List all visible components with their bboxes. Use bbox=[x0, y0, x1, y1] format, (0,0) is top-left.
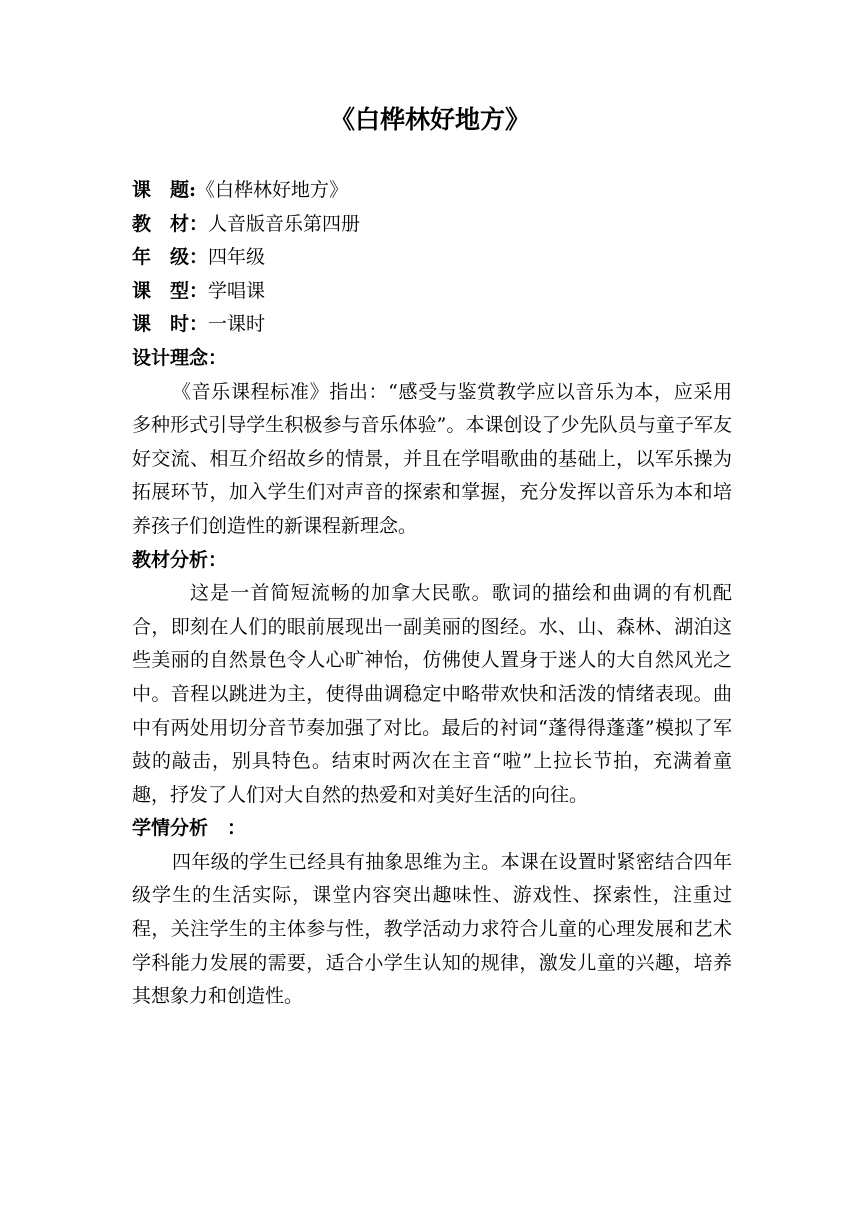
meta-material bbox=[132, 208, 732, 242]
meta-grade-label: 年 级： bbox=[132, 246, 209, 269]
meta-type-label: 课 型： bbox=[132, 279, 209, 302]
meta-type bbox=[132, 275, 732, 309]
document-title: 《白桦林好地方》 bbox=[329, 105, 530, 134]
design-paragraph: 《音乐课程标准》指出：“感受与鉴赏教学应以音乐为本，应采用多种形式引导学生积极参与音乐体验”。本课创设了少先队员与童子军友好交流、相互介绍故乡的情景，并且在学唱歌曲的基础上，以军乐操为拓展环节，加入学生们对声音的探索和掌握，充分发挥以音乐为本和培养孩子们创造性的新课程新理念。 bbox=[132, 380, 732, 537]
meta-hours-value: 一课时 bbox=[208, 313, 266, 336]
meta-topic-label: 课 题: bbox=[132, 179, 197, 201]
meta-hours bbox=[132, 308, 732, 342]
meta-topic bbox=[132, 174, 732, 208]
document-body bbox=[132, 174, 732, 1014]
material-heading: 教材分析： bbox=[132, 548, 228, 571]
material-paragraph: 这是一首简短流畅的加拿大民歌。歌词的描绘和曲调的有机配合，即刻在人们的眼前展现出一副美丽的图经。水、山、森林、湖泊这些美丽的自然景色令人心旷神怡，仿佛使人置身于迷人的大自然风光之中。音程以跳进为主，使得曲调稳定中略带欢快和活泼的情绪表现。曲中有两处用切分音节奏加强了对比。最后的衬词“蓬得得蓬蓬”模拟了军鼓的敲击，别具特色。结束时两次在主音“啦”上拉长节拍，充满着童趣，抒发了人们对大自然的热爱和对美好生活的向往。 bbox=[132, 582, 732, 806]
meta-topic-value: 《白桦林好地方》 bbox=[196, 179, 349, 201]
meta-type-value: 学唱课 bbox=[208, 279, 266, 302]
meta-material-value: 人音版音乐第四册 bbox=[208, 212, 361, 235]
meta-material-label: 教 材： bbox=[132, 212, 209, 235]
design-heading: 设计理念： bbox=[132, 346, 228, 369]
students-heading: 学情分析 ： bbox=[132, 817, 247, 840]
meta-grade bbox=[132, 241, 732, 275]
meta-hours-label: 课 时： bbox=[132, 313, 209, 336]
meta-grade-value: 四年级 bbox=[208, 246, 266, 269]
students-paragraph: 四年级的学生已经具有抽象思维为主。本课在设置时紧密结合四年级学生的生活实际，课堂内容突出趣味性、游戏性、探索性，注重过程，关注学生的主体参与性，教学活动力求符合儿童的心理发展和艺术学科能力发展的需要，适合小学生认知的规律，激发儿童的兴趣，培养其想象力和创造性。 bbox=[132, 850, 732, 1008]
